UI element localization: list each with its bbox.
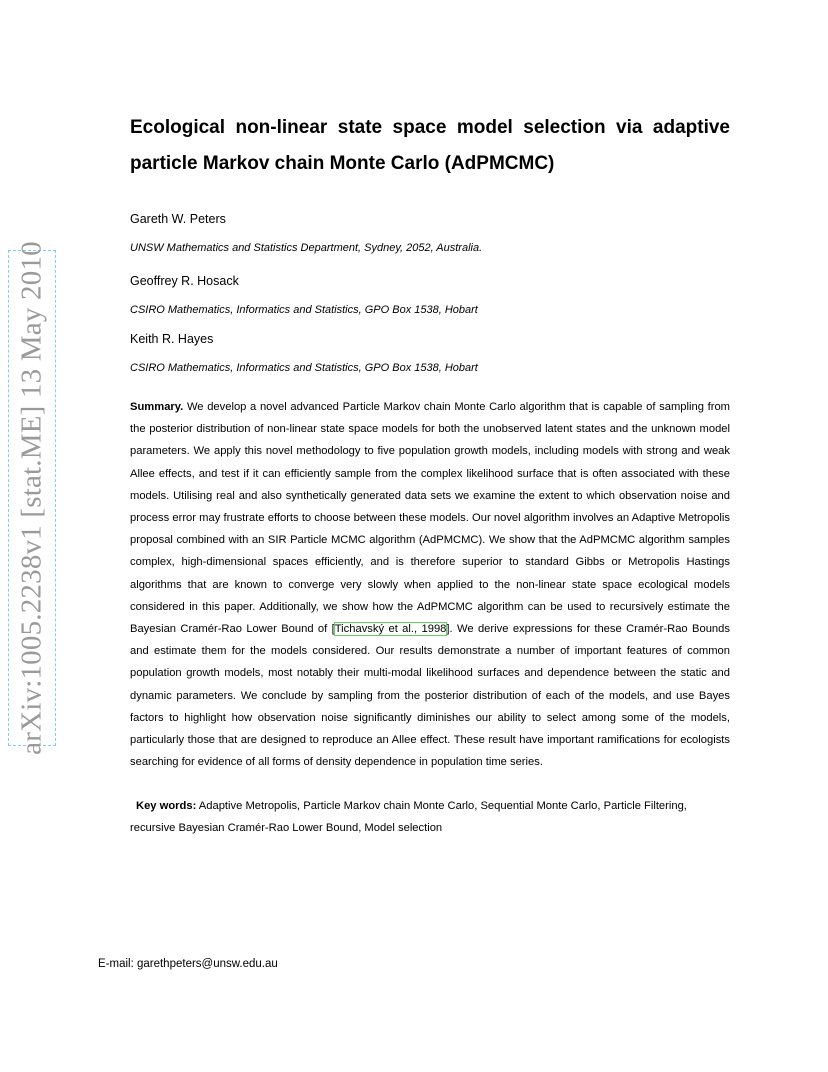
author-name-1: Gareth W. Peters — [130, 212, 226, 226]
abstract-text-part-2: . We derive expressions for these Cramér-Rao Bounds and estimate them for the models considered. Our results demonstrate a number of important features of common population growth models, most notably their multi-modal likelihood surfaces and dependence between the static and dynamic parameters. We conclude by sampling from the posterior distribution of each of the models, and use Bayes factors to highlight how observation noise significantly diminishes our ability to select among some of the models, particularly those that are designed to reproduce an Allee effect. These result have important ramifications for ecologists searching for evidence of all forms of density dependence in population time series. — [130, 623, 730, 769]
author-affiliation-2: CSIRO Mathematics, Informatics and Statistics, GPO Box 1538, Hobart — [130, 304, 478, 316]
arxiv-identifier: arXiv:1005.2238v1 [stat.ME] 13 May 2010 — [15, 241, 48, 755]
arxiv-side-stamp — [8, 241, 56, 755]
author-affiliation-3: CSIRO Mathematics, Informatics and Statistics, GPO Box 1538, Hobart — [130, 362, 478, 374]
paper-title: Ecological non-linear state space model selection via adaptive particle Markov chain Monte Carlo (AdPMCMC) — [130, 117, 730, 174]
summary-label: Summary. — [130, 401, 184, 413]
keywords-text: Adaptive Metropolis, Particle Markov chain Monte Carlo, Sequential Monte Carlo, Particle Filtering, recursive Bayesian Cramér-Rao Lower Bound, Model selection — [130, 800, 687, 835]
abstract: Summary. We develop a novel advanced Particle Markov chain Monte Carlo algorithm that is capable of sampling from the posterior distribution of non-linear state space models for both the unobserved latent states and the unknown model parameters. We apply this novel methodology to five population growth models, including models with strong and weak Allee effects, and test if it can efficiently sample from the complex likelihood surface that is often associated with these models. Utilising real and also synthetically generated data sets we examine the extent to which observation noise and process error may frustrate efforts to choose between these models. Our novel algorithm involves an Adaptive Metropolis proposal combined with an SIR Particle MCMC algorithm (AdPMCMC). We show that the AdPMCMC algorithm samples complex, high-dimensional spaces efficiently, and is therefore superior to standard Gibbs or Metropolis Hastings algorithms that are known to converge very slowly when applied to the non-linear state space ecological models considered in this paper. Additionally, we show how the AdPMCMC algorithm can be used to recursively estimate the Bayesian Cramér-Rao Lower Bound of [Tichavský et al., 1998]. We derive expressions for these Cramér-Rao Bounds and estimate them for the models considered. Our results demonstrate a number of important features of common population growth models, most notably their multi-modal likelihood surfaces and dependence between the static and dynamic parameters. We conclude by sampling from the posterior distribution of each of the models, and use Bayes factors to highlight how observation noise significantly diminishes our ability to select among some of the models, particularly those that are designed to reproduce an Allee effect. These result have important ramifications for ecologists searching for evidence of all forms of density dependence in population time series. — [130, 401, 730, 769]
citation-link[interactable]: Tichavský et al., 1998 — [334, 623, 447, 636]
abstract-text-part-1: We develop a novel advanced Particle Markov chain Monte Carlo algorithm that is capable of sampling from the posterior distribution of non-linear state space models for both the unobserved latent states and the unknown model parameters. We apply this novel methodology to five population growth models, including models with strong and weak Allee effects, and test if it can efficiently sample from the complex likelihood surface that is often associated with these models. Utilising real and also synthetically generated data sets we examine the extent to which observation noise and process error may frustrate efforts to choose between these models. Our novel algorithm involves an Adaptive Metropolis proposal combined with an SIR Particle MCMC algorithm (AdPMCMC). We show that the AdPMCMC algorithm samples complex, high-dimensional spaces efficiently, and is therefore superior to standard Gibbs or Metropolis Hastings algorithms that are known to converge very slowly when applied to the non-linear state space ecological models considered in this paper. Additionally, we show how the AdPMCMC algorithm can be used to recursively estimate the Bayesian Cramér-Rao Lower Bound of — [130, 401, 730, 636]
keywords-label: Key words: — [136, 800, 197, 812]
author-name-3: Keith R. Hayes — [130, 332, 214, 346]
keywords — [130, 795, 730, 839]
author-affiliation-1: UNSW Mathematics and Statistics Department, Sydney, 2052, Australia. — [130, 242, 483, 254]
footnote-email: E-mail: garethpeters@unsw.edu.au — [98, 958, 278, 970]
author-name-2: Geoffrey R. Hosack — [130, 274, 239, 288]
